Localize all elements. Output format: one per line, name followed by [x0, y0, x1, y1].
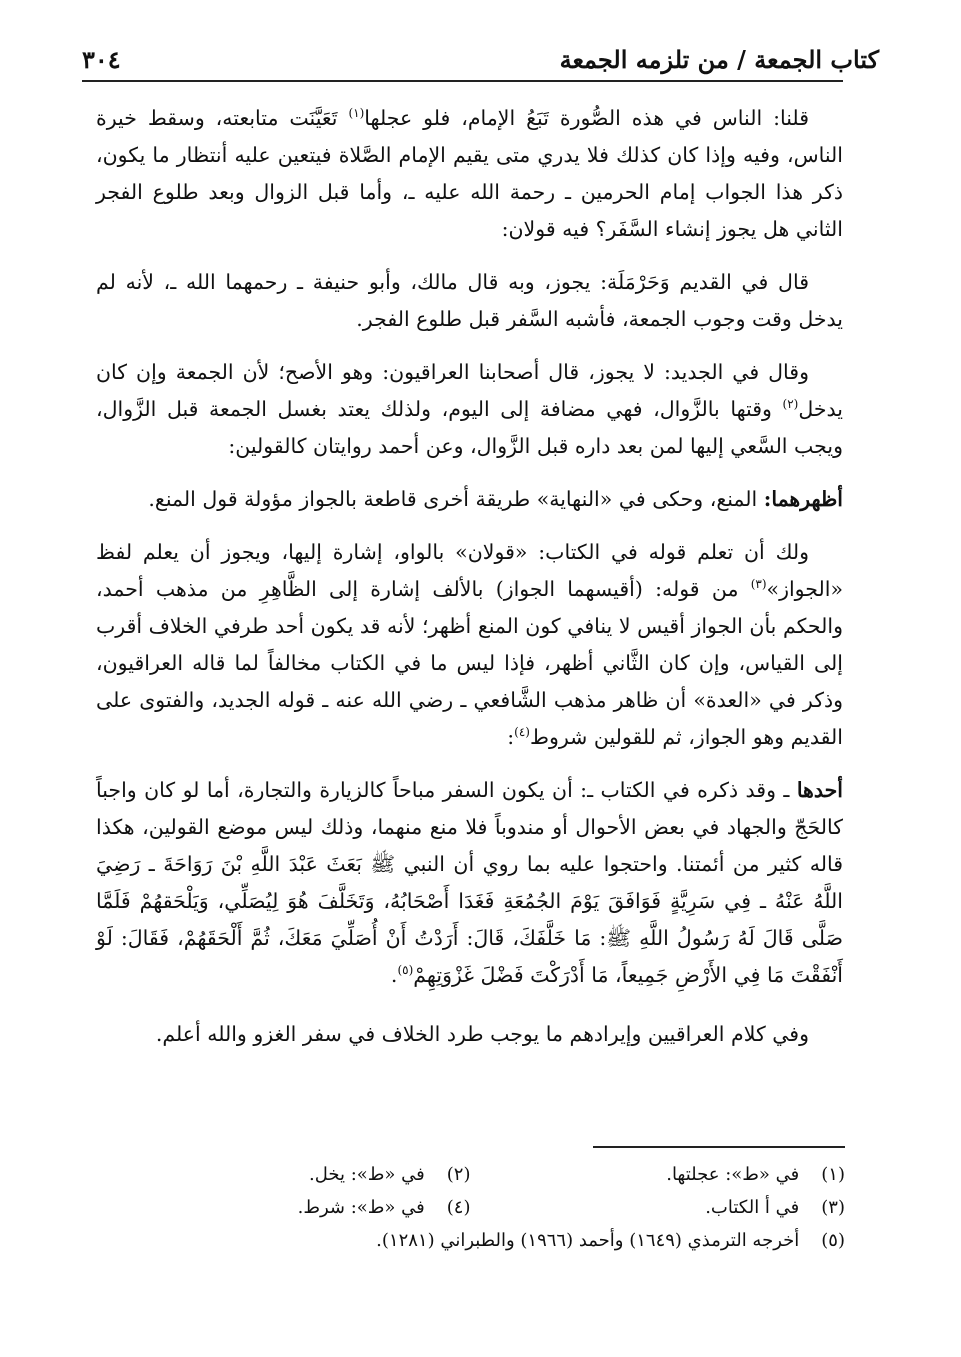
- footnotes: [96, 1158, 845, 1257]
- paragraph-4: أظهرهما: المنع، وحكى في «النهاية» طريقة أخرى قاطعة بالجواز مؤولة قول المنع.: [148, 487, 843, 511]
- paragraph-lead: أحدها: [796, 778, 843, 802]
- footnote-divider: [593, 1146, 845, 1148]
- paragraph-3: وقال في الجديد: لا يجوز، قال أصحابنا العراقيون: وهو الأصح؛ لأن الجمعة وإن كان يدخل$^{(٢)}$ وقتها بالزَّوال، فهي مضافة إلى اليوم، ولذلك يعتد بغسل الجمعة قبل الزَّوال، ويجب السَّعي إليها لمن بعد داره قبل الزَّوال، وعن أحمد روايتان كالقولين:: [96, 360, 843, 458]
- main-text: [96, 100, 843, 1069]
- footnote-1: (١) في «ط»: عجلتها.: [666, 1164, 845, 1185]
- footnote-3: (٣) في أ الكتاب.: [705, 1197, 845, 1218]
- footnote-5: (٥) أخرجه الترمذي (١٦٤٩) وأحمد (١٩٦٦) والطبراني (١٢٨١).: [376, 1230, 845, 1251]
- footnote-ref-1[interactable]: (١): [348, 106, 365, 121]
- footnote-row: [96, 1224, 845, 1257]
- footnote-ref-2[interactable]: (٢): [782, 397, 799, 412]
- page-header: [82, 38, 879, 80]
- paragraph-2: قال في القديم وَحَرْمَلَة: يجوز، وبه قال مالك، وأبو حنيفة ـ رحمهما الله ـ، لأنه لم يدخل وقت وجوب الجمعة، فأشبه السَّفر قبل طلوع الفجر.: [96, 270, 843, 331]
- footnote-ref-5[interactable]: (٥): [397, 963, 414, 978]
- footnote-row: [96, 1191, 845, 1224]
- paragraph-7: وفي كلام العراقيين وإيرادهم ما يوجب طرد الخلاف في سفر الغزو والله أعلم.: [155, 1022, 809, 1046]
- paragraph-lead: أظهرهما:: [763, 487, 843, 511]
- header-divider: [82, 80, 843, 82]
- footnote-row: [96, 1158, 845, 1191]
- footnote-ref-4[interactable]: (٤): [514, 725, 530, 740]
- footnote-ref-3[interactable]: (٣): [750, 577, 767, 592]
- footnote-4: (٤) في «ط»: شرط.: [297, 1197, 471, 1218]
- running-title: كتاب الجمعة / من تلزمه الجمعة: [559, 44, 879, 74]
- footnote-2: (٢) في «ط»: يخل.: [308, 1164, 471, 1185]
- paragraph-6: أحدها ـ وقد ذكره في الكتاب ـ: أن يكون السفر مباحاً كالزيارة والتجارة، أما لو كان واجباً كالحَجّ والجهاد في بعض الأحوال أو مندوباً فلا منع منهما، وذلك ليس موضع القولين، هكذا قاله كثير من أئمتنا. واحتجوا عليه بما روي أن النبي ﷺ بَعَثَ عَبْدَ اللَّهِ بْنَ رَوَاحَةَ ـ رَضِيَ اللَّهُ عَنْهُ ـ فِي سَرِيَّةٍ فَوَافَقَ يَوْمَ الجُمُعَةِ فَغَدَا أَصْحَابُهُ، وَتَخَلَّفَ هُوَ لِيُصَلِّي، وَيَلْحَقهُمْ فَلَمَّا صَلَّى قَالَ لَهُ رَسُولُ اللَّهِ ﷺ: مَا خَلَّفَكَ، قَالَ: أَرَدْتُ أَنْ أُصَلِّيَ مَعَكَ، ثُمَّ أَلْحَقَهُمْ، فَقَالَ: لَوْ أَنْفَقْتَ مَا فِي الأَرْضِ جَمِيعاً، مَا أَدْرَكْتَ فَضْلَ غَزْوَتِهِمْ$^{(٥)}$.: [96, 778, 843, 987]
- paragraph-1: قلنا: الناس في هذه الصُّورة تَبَعُ الإمام، فلو عجلها$^{(١)}$ تَعَيَّنَت متابعته، وسقط خيرة الناس، وفيه وإذا كان كذلك فلا يدري متى يقيم الإمام الصَّلاة فيتعين عليه أنتظار ما يكون، ذكر هذا الجواب إمام الحرمين ـ رحمة الله عليه ـ، وأما قبل الزوال وبعد طلوع الفجر الثاني هل يجوز إنشاء السَّفَر؟ فيه قولان:: [96, 106, 843, 241]
- page-number: ٣٠٤: [82, 44, 121, 74]
- paragraph-5: ولك أن تعلم قوله في الكتاب: «قولان» بالواو، إشارة إليها، ويجوز أن يعلم لفظ «الجواز»$^{(٣)}$ من قوله: (أقيسهما الجواز) بالألف إشارة إلى الظَّاهِرِ من مذهب أحمد، والحكم بأن الجواز أقيس لا ينافي كون المنع أظهر؛ لأنه قد يكون أحد طرفي الخلاف أقرب إلى القياس، وإن كان الثَّاني أظهر، فإذا ليس ما في الكتاب مخالفاً لما قاله العراقيون، وذكر في «العدة» أن ظاهر مذهب الشَّافعي ـ رضي الله عنه ـ قوله الجديد، والفتوى على القديم وهو الجواز، ثم للقولين شروط$^{(٤)}$:: [96, 540, 843, 749]
